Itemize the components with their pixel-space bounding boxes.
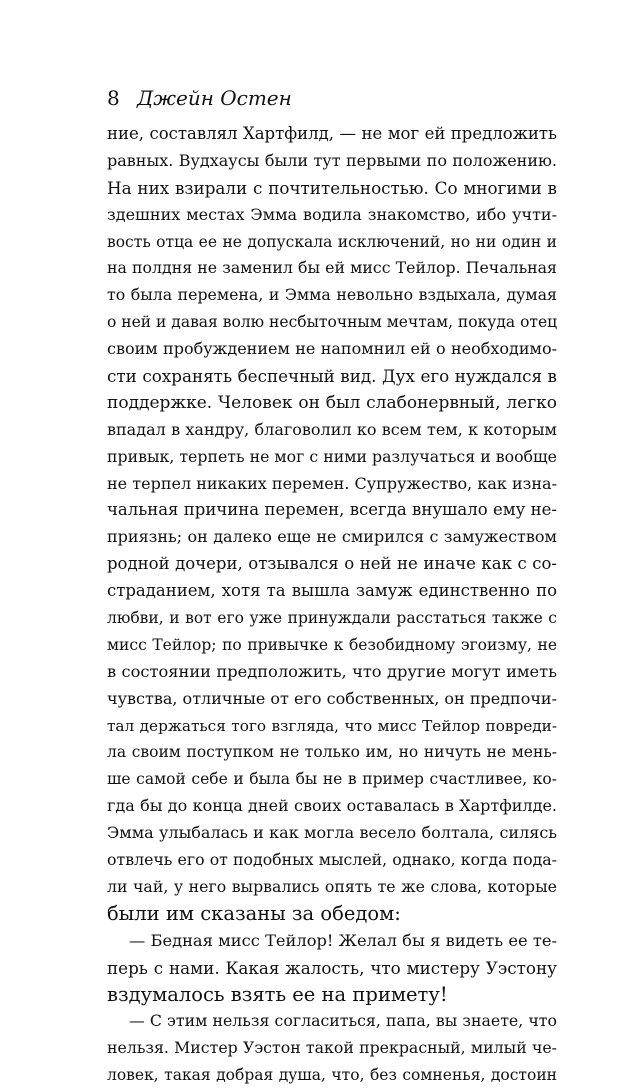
text-line: ше самой себе и была бы не в пример счастливее, ко- <box>107 770 557 789</box>
page-number: 8 <box>107 86 120 110</box>
text-line: страданием, хотя та вышла замуж единственно по <box>107 581 557 601</box>
text-line: любви, и вот его уже принуждали расстаться также с <box>107 609 557 628</box>
text-line: ли чай, у него вырвались опять те же слова, которые <box>107 876 557 896</box>
text-line: вость отца ее не допускала исключений, но ни один и <box>107 232 557 251</box>
text-line: привык, терпеть не мог с ними разлучаться и вообще <box>107 446 557 466</box>
text-line: не терпел никаких перемен. Супружество, как изна- <box>107 473 557 493</box>
text-line: сти сохранять беспечный вид. Дух его нуждался в <box>107 366 557 387</box>
text-line: поддержке. Человек он был слабонервный, легко <box>107 392 557 413</box>
text-line: — С этим нельзя согласиться, папа, вы знаете, что <box>129 1011 557 1031</box>
text-line: своим пробуждением не напомнил ей о необходимо- <box>107 339 557 359</box>
text-line: На них взирали с почтительностью. Со многими в <box>107 177 557 198</box>
running-head-author: Джейн Остен <box>137 86 292 110</box>
text-line: тал держаться того взгляда, что мисс Тейлор повреди- <box>107 716 557 735</box>
body-text <box>107 121 557 1089</box>
text-line: нельзя. Мистер Уэстон такой прекрасный, милый че- <box>107 1038 557 1058</box>
text-line: впадал в хандру, благоволил ко всем тем, к которым <box>107 419 557 439</box>
text-line: Эмма улыбалась и как могла весело болтала, силясь <box>107 823 557 843</box>
text-line: были им сказаны за обедом: <box>107 901 401 925</box>
text-line: равных. Вудхаусы были тут первыми по положению. <box>107 150 557 170</box>
text-line: мисс Тейлор; по привычке к безобидному эгоизму, не <box>107 635 557 654</box>
running-head <box>107 85 292 111</box>
text-line: гда бы до конца дней своих оставалась в Хартфилде. <box>107 796 557 816</box>
text-line: здешних местах Эмма водила знакомство, ибо учти- <box>107 204 557 224</box>
text-line: — Бедная мисс Тейлор! Желал бы я видеть ее те- <box>129 930 557 950</box>
text-line: перь с нами. Какая жалость, что мистеру Уэстону <box>107 957 557 978</box>
text-line: отвлечь его от подобных мыслей, однако, когда пода- <box>107 850 557 870</box>
text-line: вздумалось взять ее на примету! <box>107 982 448 1006</box>
text-line: ла своим поступком не только им, но ничуть не мень- <box>107 743 557 762</box>
text-line: чальная причина перемен, всегда внушало ему не- <box>107 500 557 520</box>
text-line: на полдня не заменил бы ей мисс Тейлор. Печальная <box>107 258 557 278</box>
text-line: ловек, такая добрая душа, что, без сомненья, достоин <box>107 1066 557 1085</box>
text-line: приязнь; он далеко еще не смирился с замужеством <box>107 527 557 547</box>
text-line: чувства, отличные от его собственных, он предпочи- <box>107 688 557 708</box>
text-line: ние, составлял Хартфилд, — не мог ей предложить <box>107 124 557 143</box>
text-line: в состоянии предположить, что другие могут иметь <box>107 661 557 681</box>
text-line: родной дочери, отзывался о ней не иначе как с со- <box>107 554 557 574</box>
text-line: то была перемена, и Эмма невольно вздыхала, думая <box>107 285 557 305</box>
text-line: о ней и давая волю несбыточным мечтам, покуда отец <box>107 313 558 332</box>
